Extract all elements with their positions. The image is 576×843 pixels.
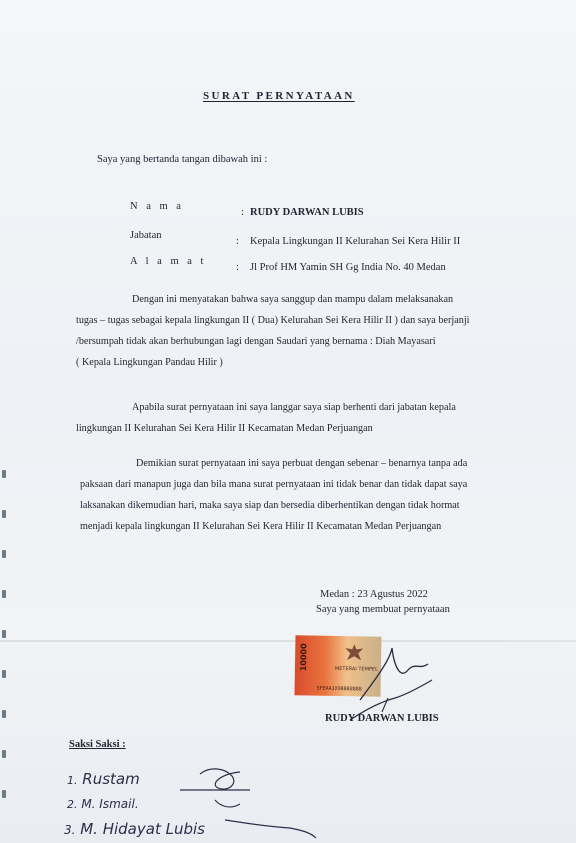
paragraph-line: Apabila surat pernyataan ini saya langgar saya siap berhenti dari jabatan kepala <box>132 402 456 413</box>
paragraph-consequence <box>76 397 514 439</box>
witness-name: Rustam <box>82 770 140 788</box>
stamp-value: 10000 <box>298 643 309 672</box>
signer-caption: Saya yang membuat pernyataan <box>316 604 450 615</box>
signer-name: RUDY DARWAN LUBIS <box>325 713 439 724</box>
stamp-code: 5FEAAJX98888888 <box>316 685 362 693</box>
witness-number: 3. <box>64 823 76 837</box>
paragraph-line: Demikian surat pernyataan ini saya perbuat dengan sebenar – benarnya tanpa ada <box>136 458 468 469</box>
field-value-jabatan: Kepala Lingkungan II Kelurahan Sei Kera Hilir II <box>250 236 461 247</box>
paragraph-statement <box>76 289 514 373</box>
field-colon-alamat: : <box>236 262 239 273</box>
witness-signatures-scribble <box>140 760 330 843</box>
paragraph-line: menjadi kepala lingkungan II Kelurahan Sei Kera Hilir II Kecamatan Medan Perjuangan <box>80 521 442 532</box>
witnesses-heading: Saksi Saksi : <box>69 739 126 750</box>
paragraph-line: lingkungan II Kelurahan Sei Kera Hilir II Kecamatan Medan Perjuangan <box>76 423 373 434</box>
intro-text: Saya yang bertanda tangan dibawah ini : <box>97 154 268 165</box>
witness-row <box>67 797 139 811</box>
witness-number: 1. <box>67 774 78 787</box>
paragraph-line: /bersumpah tidak akan berhubungan lagi dengan Saudari yang bernama : Diah Mayasari <box>76 336 436 347</box>
paragraph-line: ( Kepala Lingkungan Pandau Hilir ) <box>76 357 223 368</box>
field-colon-nama: : <box>241 207 244 218</box>
witness-name: M. Hidayat Lubis <box>80 820 205 838</box>
document-title: SURAT PERNYATAAN <box>203 90 355 102</box>
field-label-nama: N a m a <box>130 201 184 212</box>
paper-fold-line <box>0 640 576 642</box>
stamp-label: METERAI TEMPEL <box>334 665 378 673</box>
witness-row <box>67 770 140 788</box>
paragraph-line: tugas – tugas sebagai kepala lingkungan II ( Dua) Kelurahan Sei Kera Hilir II ) dan saya berjanji <box>76 315 470 326</box>
place-date: Medan : 23 Agustus 2022 <box>320 589 428 600</box>
field-value-alamat: Jl Prof HM Yamin SH Gg India No. 40 Medan <box>250 262 446 273</box>
field-label-jabatan: Jabatan <box>130 230 162 241</box>
paragraph-closing <box>80 453 516 537</box>
witness-name: M. Ismail. <box>81 797 139 811</box>
field-colon-jabatan: : <box>236 236 239 247</box>
paragraph-line: paksaan dari manapun juga dan bila mana surat pernyataan ini tidak benar dan tidak dapat saya <box>80 479 468 490</box>
paragraph-line: laksanakan dikemudian hari, maka saya siap dan bersedia diberhentikan dengan tidak hormat <box>80 500 460 511</box>
paragraph-line: Dengan ini menyatakan bahwa saya sanggup dan mampu dalam melaksanakan <box>132 294 454 305</box>
binding-holes <box>0 470 10 830</box>
field-value-nama: RUDY DARWAN LUBIS <box>250 207 364 218</box>
field-label-alamat: A l a m a t <box>130 256 207 267</box>
witness-number: 2. <box>67 798 78 811</box>
